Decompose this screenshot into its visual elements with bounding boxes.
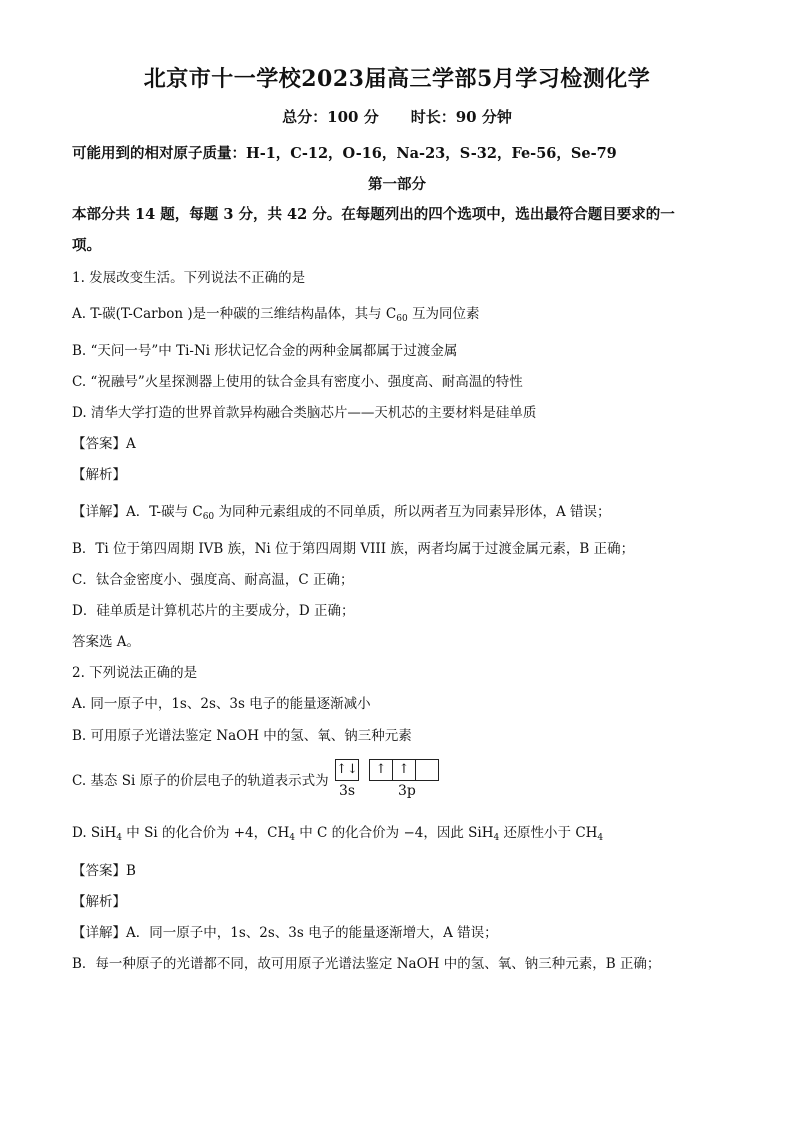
orbital-3p-box-2: ↑ [392,759,416,781]
duration: 时长：90 分钟 [410,108,512,126]
q1-conclusion: 答案选 A。 [72,634,141,650]
orbital-3p-box-3 [415,759,439,781]
exam-title: 北京市十一学校2023届高三学部5月学习检测化学 [143,66,651,92]
q2-option-b: B. 可用原子光谱法鉴定 NaOH 中的氢、氧、钠三种元素 [72,728,412,744]
part-instructions-line2: 项。 [72,237,101,254]
atomic-masses: 可能用到的相对原子质量：H-1，C-12，O-16，Na-23，S-32，Fe-56，Se-79 [72,145,617,162]
part-title: 第一部分 [368,176,426,193]
q2-detail-b: B．每一种原子的光谱都不同，故可用原子光谱法鉴定 NaOH 中的氢、氧、钠三种元素，B 正确； [72,956,661,972]
q2-analysis: 【解析】 [72,894,126,910]
q2-option-a: A. 同一原子中，1s、2s、3s 电子的能量逐渐减小 [72,696,371,712]
exam-meta [0,106,794,127]
q2-option-c: C. 基态 Si 原子的价层电子的轨道表示式为 [72,773,329,789]
q1-detail-a: 【详解】A．T-碳与 $C_{60}$ 为同种元素组成的不同单质，所以两者互为同素异形体，A 错误； [72,504,611,522]
q1-detail-d: D．硅单质是计算机芯片的主要成分，D 正确； [72,603,355,619]
q1-stem: 1. 发展改变生活。下列说法不正确的是 [72,270,306,286]
q2-answer: 【答案】B [72,863,136,879]
total-score: 总分：100 分 [282,108,379,126]
q2-option-d: D. SiH$_4$ 中 Si 的化合价为 +4，$CH_4$ 中 C 的化合价为 −4，因此 SiH$_4$ 还原性小于 $CH_4$ [72,825,604,843]
orbital-3s-box: ↑↓ [335,759,359,781]
q1-answer: 【答案】A [72,436,136,452]
q2-detail-a: 【详解】A．同一原子中，1s、2s、3s 电子的能量逐渐增大，A 错误； [72,925,498,941]
q2-stem: 2. 下列说法正确的是 [72,665,198,681]
q1-analysis: 【解析】 [72,467,126,483]
part-instructions-line1: 本部分共 14 题，每题 3 分，共 42 分。在每题列出的四个选项中，选出最符合题目要求的一 [72,206,675,223]
q1-option-c: C. “祝融号”火星探测器上使用的钛合金具有密度小、强度高、耐高温的特性 [72,374,523,390]
q1-detail-c: C．钛合金密度小、强度高、耐高温，C 正确； [72,572,354,588]
orbital-3p-box-1: ↑ [369,759,393,781]
q1-detail-b: B．Ti 位于第四周期 IVB 族，Ni 位于第四周期 VIII 族，两者均属于过渡金属元素，B 正确； [72,541,635,557]
orbital-label-3s: 3s [339,783,356,799]
q1-option-a: A. T-碳(T-Carbon )是一种碳的三维结构晶体，其与 $C_{60}$ 互为同位素 [72,306,480,324]
orbital-label-3p: 3p [398,783,416,799]
q1-option-d: D. 清华大学打造的世界首款异构融合类脑芯片——天机芯的主要材料是硅单质 [72,405,537,421]
q1-option-b: B. “天问一号”中 Ti-Ni 形状记忆合金的两种金属都属于过渡金属 [72,343,458,359]
